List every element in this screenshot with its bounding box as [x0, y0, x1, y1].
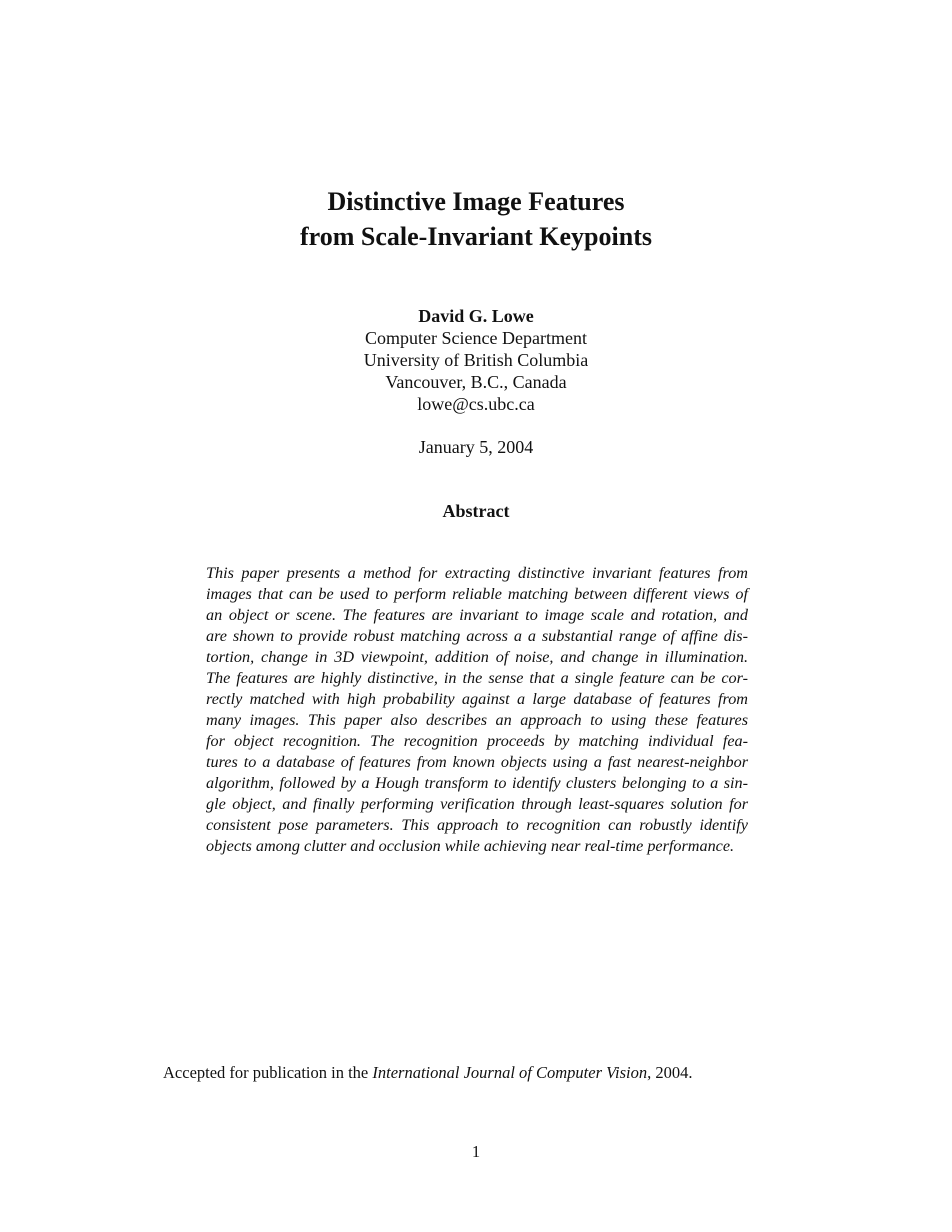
- author-name: David G. Lowe: [418, 306, 534, 326]
- title-line-2: from Scale-Invariant Keypoints: [300, 222, 652, 251]
- abstract-line: consistent pose parameters. This approach to recognition can robustly identify: [206, 816, 748, 834]
- abstract-line: many images. This paper also describes an approach to using these features: [206, 711, 748, 729]
- author-department: Computer Science Department: [365, 328, 587, 348]
- author-university: University of British Columbia: [363, 350, 589, 370]
- publication-note-prefix: Accepted for publication in the: [163, 1063, 373, 1082]
- abstract-line: algorithm, followed by a Hough transform to identify clusters belonging to a sin-: [206, 774, 748, 792]
- author-location: Vancouver, B.C., Canada: [385, 372, 567, 392]
- abstract-body: [206, 563, 748, 857]
- author-block: [0, 305, 952, 415]
- abstract-line: rectly matched with high probability against a large database of features from: [206, 690, 748, 708]
- abstract-line: are shown to provide robust matching across a a substantial range of affine dis-: [206, 627, 748, 645]
- paper-date: January 5, 2004: [418, 437, 534, 457]
- page-number: 1: [471, 1142, 481, 1161]
- publication-note: [163, 1062, 863, 1084]
- journal-name: International Journal of Computer Vision: [372, 1063, 648, 1082]
- abstract-line: The features are highly distinctive, in the sense that a single feature can be cor-: [206, 669, 748, 687]
- paper-title: [0, 184, 952, 254]
- abstract-heading: Abstract: [442, 501, 510, 521]
- abstract-line: gle object, and finally performing verification through least-squares solution for: [206, 795, 748, 813]
- abstract-line: an object or scene. The features are invariant to image scale and rotation, and: [206, 606, 748, 624]
- publication-note-suffix: , 2004.: [647, 1063, 693, 1082]
- abstract-line: This paper presents a method for extracting distinctive invariant features from: [206, 564, 748, 582]
- abstract-line: tures to a database of features from known objects using a fast nearest-neighbor: [206, 753, 748, 771]
- abstract-line: for object recognition. The recognition proceeds by matching individual fea-: [206, 732, 748, 750]
- title-line-1: Distinctive Image Features: [327, 187, 625, 216]
- abstract-line: objects among clutter and occlusion while achieving near real-time performance.: [206, 837, 735, 855]
- abstract-line: images that can be used to perform reliable matching between different views of: [206, 585, 748, 603]
- author-email: lowe@cs.ubc.ca: [417, 394, 535, 414]
- abstract-line: tortion, change in 3D viewpoint, addition of noise, and change in illumination.: [206, 648, 748, 666]
